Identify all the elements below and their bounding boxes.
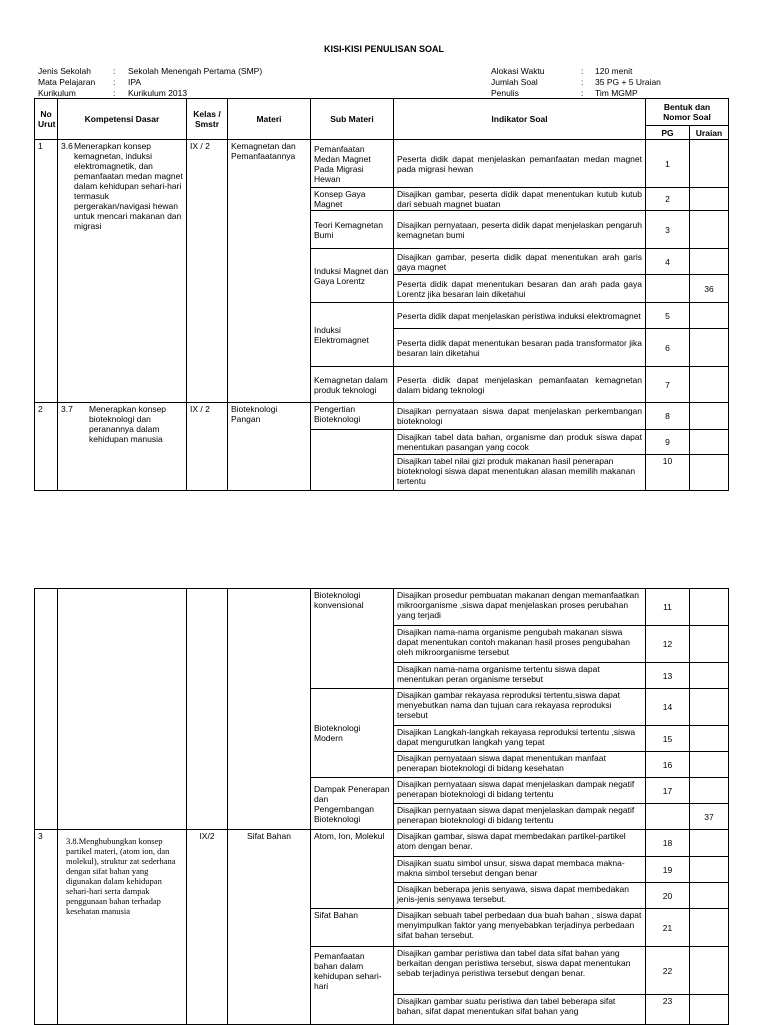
uraian-number (690, 430, 729, 455)
info-value: Sekolah Menengah Pertama (SMP) (128, 66, 263, 76)
indikator-soal: Disajikan prosedur pembuatan makanan dengan memanfaatkan mikroorganisme ,siswa dapat menjelaskan proses perubahan yang terjadi (394, 589, 646, 626)
pg-number: 20 (646, 883, 690, 909)
indikator-soal: Disajikan pernyataan siswa dapat menjelaskan perkembangan bioteknologi (394, 403, 646, 430)
uraian-number (690, 726, 729, 752)
pg-number (646, 275, 690, 303)
materi: Sifat Bahan (228, 830, 311, 1025)
sub-materi: Pemanfaatan Medan Magnet Pada Migrasi Hewan (311, 140, 394, 188)
table-row (35, 830, 729, 857)
info-value: Tim MGMP (595, 88, 638, 98)
kompetensi-dasar (58, 140, 187, 403)
kompetensi-dasar (58, 403, 187, 491)
pg-number: 9 (646, 430, 690, 455)
kelas-semester: IX / 2 (187, 403, 228, 491)
row-number: 2 (35, 403, 58, 491)
school-info (38, 66, 262, 99)
col-header-bentuk: Bentuk dan Nomor Soal (646, 99, 729, 126)
row-number-empty (35, 589, 58, 830)
indikator-soal: Disajikan nama-nama organisme pengubah makanan siswa dapat menentukan contoh makanan hasil proses pengubahan oleh mikroorganisme tersebut (394, 626, 646, 663)
info-label: Kurikulum (38, 88, 76, 98)
materi: Kemagnetan dan Pemanfaatannya (228, 140, 311, 403)
indikator-soal: Disajikan suatu simbol unsur, siswa dapat membaca makna-makna simbol tersebut dengan benar (394, 857, 646, 883)
colon: : (581, 77, 584, 87)
uraian-number (690, 995, 729, 1025)
pg-number: 6 (646, 329, 690, 367)
table-row (35, 403, 729, 430)
uraian-number (690, 188, 729, 211)
kelas-semester: IX/2 (187, 830, 228, 1025)
indikator-soal: Disajikan gambar suatu peristiwa dan tabel beberapa sifat bahan, sifat dapat menentukan sifat bahan yang (394, 995, 646, 1025)
sub-materi: Pemanfaatan bahan dalam kehidupan sehari-hari (311, 947, 394, 1025)
uraian-number (690, 303, 729, 329)
pg-number: 3 (646, 211, 690, 249)
document-title: KISI-KISI PENULISAN SOAL (323, 44, 444, 54)
info-row-count (491, 77, 661, 88)
indikator-soal: Peserta didik dapat menjelaskan peristiwa induksi elektromagnet (394, 303, 646, 329)
indikator-soal: Disajikan nama-nama organisme tertentu siswa dapat menentukan peran organisme tersebut (394, 663, 646, 689)
indikator-soal: Disajikan gambar peristiwa dan tabel data sifat bahan yang berkaitan dengan peristiwa tersebut, siswa dapat menentukan sebab terjadinya peristiwa tersebut dengan benar. (394, 947, 646, 995)
uraian-number (690, 626, 729, 663)
colon: : (113, 77, 116, 87)
col-header-kd: Kompetensi Dasar (58, 99, 187, 140)
indikator-soal: Disajikan pernyataan siswa dapat menjelaskan dampak negatif penerapan bioteknologi di bidang tertentu (394, 804, 646, 830)
pg-number: 10 (646, 455, 690, 491)
uraian-number (690, 140, 729, 188)
info-label: Penulis (491, 88, 519, 98)
uraian-number (690, 329, 729, 367)
uraian-number (690, 403, 729, 430)
uraian-number (690, 883, 729, 909)
uraian-number: 37 (690, 804, 729, 830)
uraian-number (690, 752, 729, 778)
sub-materi: Pengertian Bioteknologi (311, 403, 394, 430)
pg-number: 16 (646, 752, 690, 778)
pg-number: 5 (646, 303, 690, 329)
indikator-soal: Disajikan tabel nilai gizi produk makanan hasil penerapan bioteknologi siswa dapat menentukan alasan memilih makanan tertentu (394, 455, 646, 491)
uraian-number (690, 857, 729, 883)
pg-number: 17 (646, 778, 690, 804)
info-row-time (491, 66, 661, 77)
indikator-soal: Disajikan gambar, siswa dapat membedakan partikel-partikel atom dengan benar. (394, 830, 646, 857)
colon: : (113, 66, 116, 76)
info-row-subject (38, 77, 262, 88)
uraian-number (690, 830, 729, 857)
info-value: Kurikulum 2013 (128, 88, 188, 98)
kd-text: Menerapkan konsep kemagnetan, induksi elektromagnetik, dan pemanfaatan medan magnet dalam kehidupan sehari-hari termasuk pergerakan/navigasi hewan untuk mencari makanan dan migrasi (74, 141, 183, 231)
sub-materi: Sifat Bahan (311, 909, 394, 947)
sub-materi: Atom, Ion, Molekul (311, 830, 394, 909)
pg-number: 13 (646, 663, 690, 689)
table-row (35, 140, 729, 188)
colon: : (581, 66, 584, 76)
indikator-soal: Disajikan pernyataan siswa dapat menjelaskan dampak negatif penerapan bioteknologi di bidang tertentu (394, 778, 646, 804)
pg-number: 11 (646, 589, 690, 626)
info-value: 35 PG + 5 Uraian (595, 77, 661, 87)
kisi-table-page-2 (34, 588, 729, 1025)
table-row (35, 589, 729, 626)
indikator-soal: Disajikan tabel data bahan, organisme dan produk siswa dapat menentukan pasangan yang cocok (394, 430, 646, 455)
pg-number: 7 (646, 367, 690, 403)
pg-number: 19 (646, 857, 690, 883)
info-value: IPA (128, 77, 142, 87)
kd-code: 3.6 (61, 141, 73, 151)
sub-materi: Induksi Elektromagnet (311, 303, 394, 367)
sub-materi: Konsep Gaya Magnet (311, 188, 394, 211)
kisi-table-page-1 (34, 98, 729, 491)
pg-number: 12 (646, 626, 690, 663)
uraian-number (690, 689, 729, 726)
indikator-soal: Disajikan gambar, peserta didik dapat menentukan kutub kutub dari sebuah magnet buatan (394, 188, 646, 211)
sub-materi: Teori Kemagnetan Bumi (311, 211, 394, 249)
colon: : (581, 88, 584, 98)
sub-materi-empty (311, 430, 394, 491)
indikator-soal: Peserta didik dapat menentukan besaran dan arah pada gaya Lorentz jika besaran lain diketahui (394, 275, 646, 303)
indikator-soal: Disajikan gambar rekayasa reproduksi tertentu,siswa dapat menyebutkan nama dan tujuan cara rekayasa reproduksi tersebut (394, 689, 646, 726)
kompetensi-dasar-empty (58, 589, 187, 830)
pg-number: 18 (646, 830, 690, 857)
uraian-number (690, 947, 729, 995)
uraian-number (690, 663, 729, 689)
pg-number (646, 804, 690, 830)
info-label: Jumlah Soal (491, 77, 538, 87)
col-header-pg: PG (646, 126, 690, 140)
indikator-soal: Peserta didik dapat menjelaskan pemanfaatan kemagnetan dalam bidang teknologi (394, 367, 646, 403)
pg-number: 1 (646, 140, 690, 188)
pg-number: 22 (646, 947, 690, 995)
info-label: Mata Pelajaran (38, 77, 96, 87)
col-header-kelas: Kelas / Smstr (187, 99, 228, 140)
indikator-soal: Disajikan Langkah-langkah rekayasa reproduksi tertentu ,siswa dapat mengurutkan langkah yang tepat (394, 726, 646, 752)
uraian-number: 36 (690, 275, 729, 303)
info-value: 120 menit (595, 66, 633, 76)
uraian-number (690, 589, 729, 626)
col-header-no: No Urut (35, 99, 58, 140)
col-header-materi: Materi (228, 99, 311, 140)
sub-materi: Bioteknologi Modern (311, 689, 394, 778)
sub-materi: Dampak Penerapan dan Pengembangan Bioteknologi (311, 778, 394, 830)
indikator-soal: Peserta didik dapat menjelaskan pemanfaatan medan magnet pada migrasi hewan (394, 140, 646, 188)
indikator-soal: Disajikan pernyataan, peserta didik dapat menjelaskan pengaruh kemagnetan bumi (394, 211, 646, 249)
pg-number: 8 (646, 403, 690, 430)
materi-empty (228, 589, 311, 830)
exam-info (491, 66, 661, 99)
pg-number: 2 (646, 188, 690, 211)
kd-text: Menerapkan konsep bioteknologi dan peranannya dalam kehidupan manusia (89, 404, 167, 444)
uraian-number (690, 249, 729, 275)
pg-number: 4 (646, 249, 690, 275)
kelas-semester-empty (187, 589, 228, 830)
kelas-semester: IX / 2 (187, 140, 228, 403)
uraian-number (690, 778, 729, 804)
indikator-soal: Disajikan gambar, peserta didik dapat menentukan arah garis gaya magnet (394, 249, 646, 275)
indikator-soal: Disajikan beberapa jenis senyawa, siswa dapat membedakan jenis-jenis senyawa tersebut. (394, 883, 646, 909)
kd-code: 3.7 (61, 404, 73, 414)
uraian-number (690, 211, 729, 249)
colon: : (113, 88, 116, 98)
materi: Bioteknologi Pangan (228, 403, 311, 491)
sub-materi: Induksi Magnet dan Gaya Lorentz (311, 249, 394, 303)
col-header-uraian: Uraian (690, 126, 729, 140)
indikator-soal: Disajikan pernyataan siswa dapat menentukan manfaat penerapan bioteknologi di bidang kesehatan (394, 752, 646, 778)
info-row-school (38, 66, 262, 77)
info-label: Jenis Sekolah (38, 66, 91, 76)
indikator-soal: Disajikan sebuah tabel perbedaan dua buah bahan , siswa dapat menyimpulkan faktor yang menyebabkan terjadinya perbedaan sifat bahan tersebut. (394, 909, 646, 947)
row-number: 3 (35, 830, 58, 1025)
uraian-number (690, 367, 729, 403)
kompetensi-dasar: 3.8.Menghubungkan konsep partikel materi, (atom ion, dan molekul), struktur zat sederhana dengan sifat bahan yang digunakan dalam kehidupan sehari-hari serta dampak penggunaan bahan terhadap kesehatan manusia (58, 830, 187, 1025)
sub-materi: Bioteknologi konvensional (311, 589, 394, 689)
pg-number: 23 (646, 995, 690, 1025)
uraian-number (690, 909, 729, 947)
row-number: 1 (35, 140, 58, 403)
info-label: Alokasi Waktu (491, 66, 545, 76)
sub-materi: Kemagnetan dalam produk teknologi (311, 367, 394, 403)
pg-number: 15 (646, 726, 690, 752)
uraian-number (690, 455, 729, 491)
pg-number: 21 (646, 909, 690, 947)
indikator-soal: Peserta didik dapat menentukan besaran pada transformator jika besaran lain diketahui (394, 329, 646, 367)
col-header-sub: Sub Materi (311, 99, 394, 140)
col-header-indikator: Indikator Soal (394, 99, 646, 140)
pg-number: 14 (646, 689, 690, 726)
